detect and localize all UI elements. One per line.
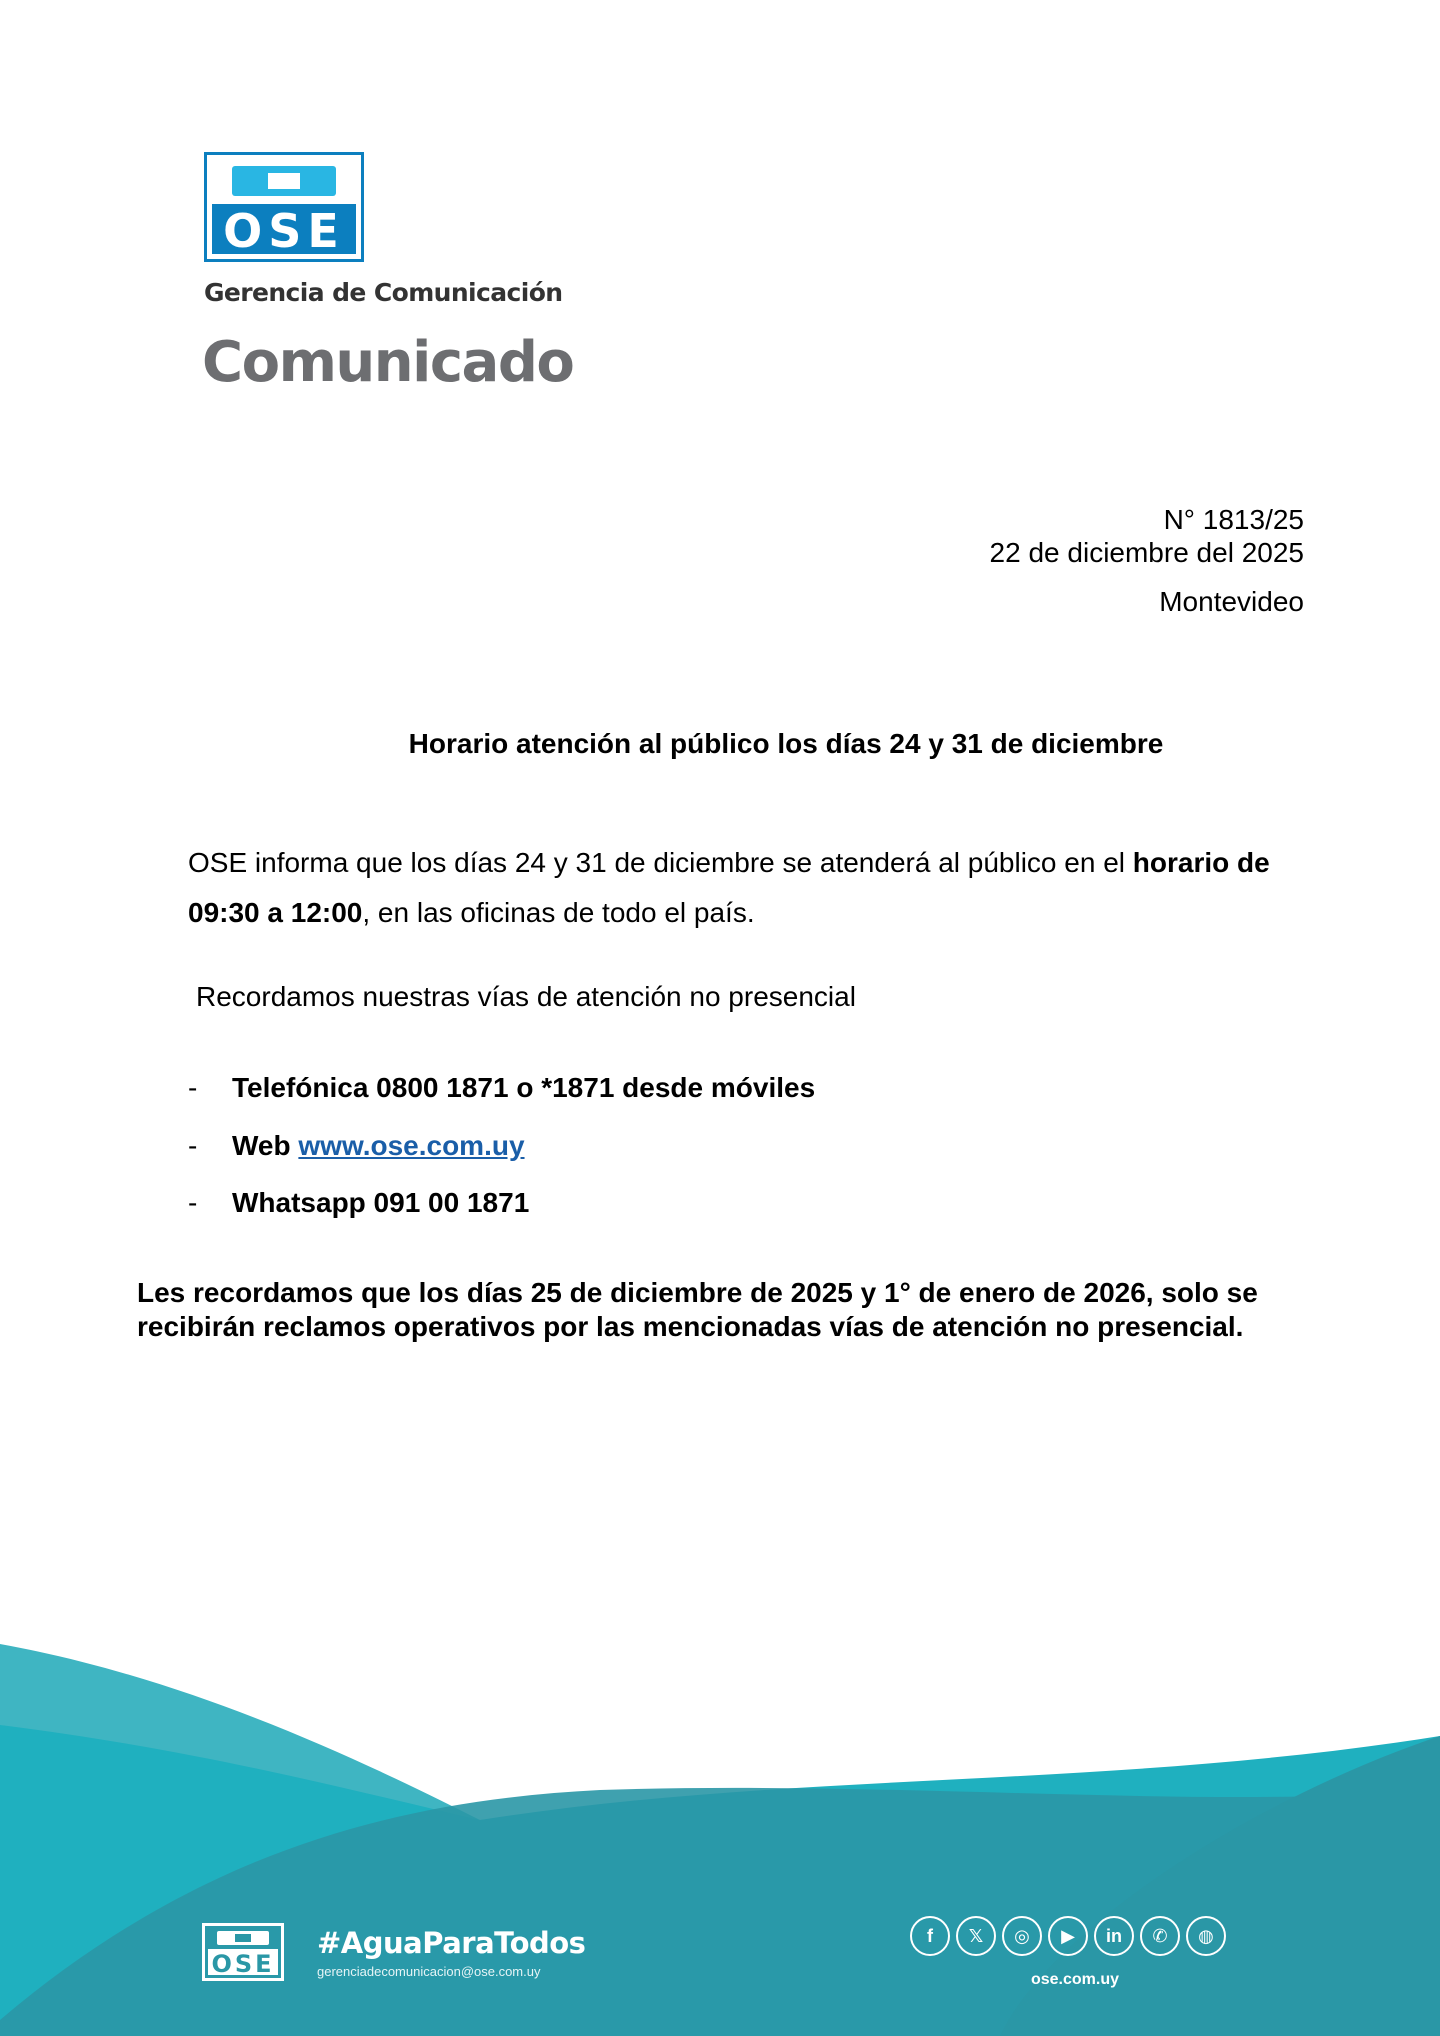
- department-name: Gerencia de Comunicación: [204, 278, 563, 307]
- document-type-title: Comunicado: [202, 330, 574, 395]
- whatsapp-icon[interactable]: ✆: [1140, 1916, 1180, 1956]
- intro-hours: horario de 09:30 a 12:00: [188, 847, 1270, 928]
- x-icon[interactable]: 𝕏: [956, 1916, 996, 1956]
- list-item-whatsapp: [188, 1187, 529, 1219]
- phone-text: Telefónica 0800 1871 o *1871 desde móviles: [232, 1072, 816, 1103]
- linkedin-icon[interactable]: in: [1094, 1916, 1134, 1956]
- footer-logo-text: OSE: [211, 1950, 275, 1978]
- logo-text: OSE: [223, 204, 345, 258]
- list-dash: -: [188, 1072, 198, 1103]
- closing-paragraph: Les recordamos que los días 25 de diciembre de 2025 y 1° de enero de 2026, solo se recibirán reclamos operativos por las mencionadas vías de atención no presencial.: [137, 1277, 1258, 1342]
- youtube-icon[interactable]: ▶: [1048, 1916, 1088, 1956]
- document-date: 22 de diciembre del 2025: [989, 537, 1304, 568]
- instagram-icon[interactable]: ◎: [1002, 1916, 1042, 1956]
- ose-logo: [204, 152, 364, 262]
- web-label: Web: [232, 1130, 291, 1161]
- footer-website[interactable]: ose.com.uy: [1030, 1971, 1120, 1988]
- footer-email[interactable]: gerenciadecomunicacion@ose.com.uy: [317, 1964, 541, 1979]
- notice-heading: Horario atención al público los días 24 y 31 de diciembre: [408, 728, 1164, 759]
- list-item-phone: [188, 1072, 815, 1104]
- document-city: Montevideo: [1159, 586, 1304, 617]
- footer-logo: [202, 1923, 284, 1981]
- list-item-web: [188, 1130, 525, 1162]
- intro-paragraph: [188, 838, 1298, 938]
- facebook-icon[interactable]: f: [910, 1916, 950, 1956]
- web-icon[interactable]: ◍: [1186, 1916, 1226, 1956]
- document-number: N° 1813/25: [1163, 504, 1304, 535]
- list-dash: -: [188, 1130, 198, 1161]
- reminder-text: Recordamos nuestras vías de atención no presencial: [196, 981, 856, 1012]
- intro-text: OSE informa que los días 24 y 31 de diciembre se atenderá al público en el: [188, 847, 1133, 878]
- web-link[interactable]: www.ose.com.uy: [298, 1130, 525, 1161]
- list-dash: -: [188, 1187, 198, 1218]
- whatsapp-text: Whatsapp 091 00 1871: [232, 1187, 530, 1218]
- intro-text-end: , en las oficinas de todo el país.: [362, 897, 755, 928]
- social-icons: [910, 1916, 1226, 1956]
- footer-hashtag: #AguaParaTodos: [317, 1926, 586, 1960]
